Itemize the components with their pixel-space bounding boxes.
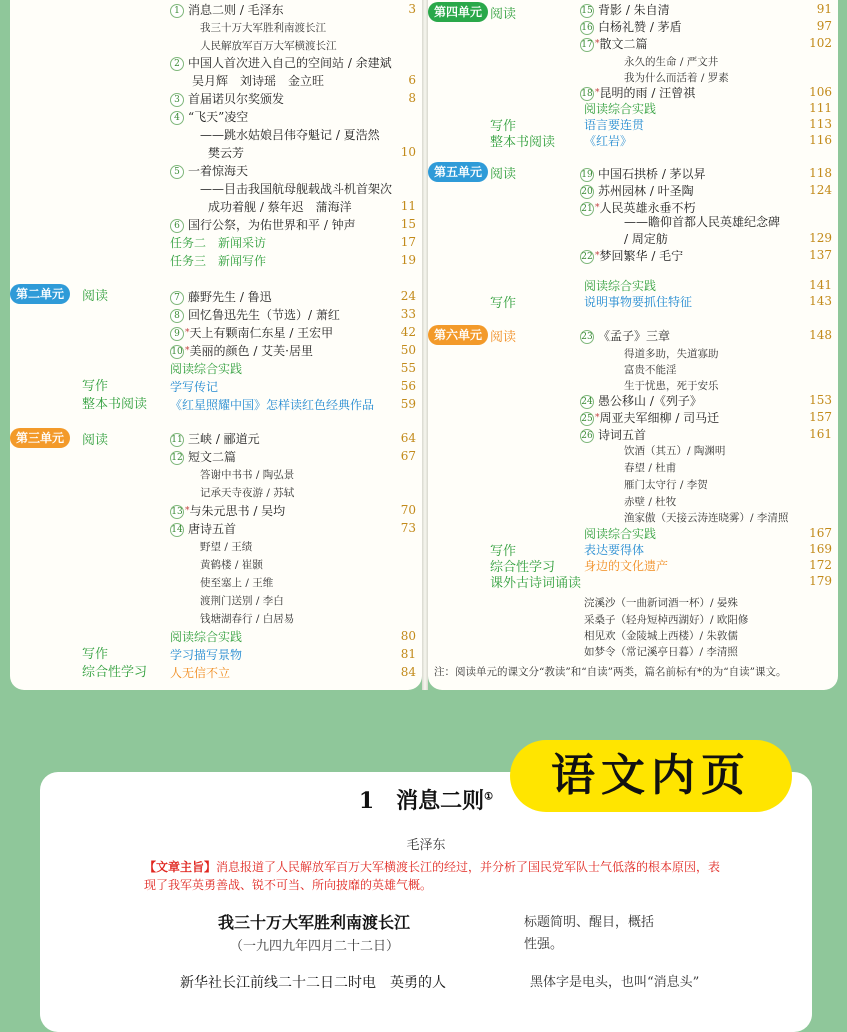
sub-entry: 富贵不能淫 [624, 364, 677, 376]
sub-entry: / 周定舫 [624, 232, 668, 246]
category-label: 综合性学习 [490, 560, 556, 575]
task-entry: 阅读综合实践 [170, 362, 243, 376]
page-number: 19 [400, 253, 416, 267]
task-entry: 《红岩》 [584, 134, 633, 148]
lesson-title: “飞天”凌空 [188, 110, 249, 124]
self-study-mark: * [595, 413, 600, 423]
page-number: 116 [809, 133, 832, 147]
lesson-number: 4 [170, 111, 184, 125]
self-study-mark: * [185, 328, 190, 338]
lesson-number: 17 [581, 39, 593, 50]
page-number: 143 [809, 294, 832, 308]
toc-entry [580, 183, 694, 199]
toc-right-page [428, 0, 838, 690]
task-entry: 阅读综合实践 [584, 279, 657, 293]
page-number: 97 [816, 19, 832, 33]
category-label: 阅读 [82, 433, 109, 448]
page-number: 64 [400, 431, 416, 445]
lesson-title: 昆明的雨 / 汪曾祺 [599, 86, 696, 100]
unit-badge: 第二单元 [10, 284, 70, 304]
lesson-title: 美丽的颜色 / 艾芙·居里 [189, 344, 313, 358]
lesson-number: 7 [170, 291, 184, 305]
sub-entry: 樊云芳 [208, 146, 245, 160]
page-number: 80 [400, 629, 416, 643]
task-entry: 任务二 新闻采访 [170, 236, 267, 250]
page-number: 124 [809, 183, 832, 197]
lesson-title: 背影 / 朱自清 [598, 3, 670, 17]
lesson-number: 14 [171, 524, 183, 535]
unit-badge: 第三单元 [10, 428, 70, 448]
task-entry: 说明事物要抓住特征 [584, 295, 693, 309]
sub-entry: 永久的生命 / 严文井 [624, 56, 719, 68]
lesson-title: 首届诺贝尔奖颁发 [188, 92, 285, 106]
lesson-number: 19 [581, 169, 593, 180]
lesson-title: 中国石拱桥 / 茅以昇 [598, 167, 706, 181]
sub-entry: 我三十万大军胜利南渡长江 [200, 22, 326, 34]
self-study-mark: * [185, 506, 190, 516]
sub-entry: 浣溪沙（一曲新词酒一杯）/ 晏殊 [584, 597, 738, 609]
margin-note-2: 黑体字是电头，也叫“消息头” [530, 975, 700, 990]
toc-entry [580, 410, 719, 426]
category-label: 综合性学习 [82, 665, 148, 680]
lesson-title: 散文二篇 [599, 37, 648, 51]
lesson-title: 短文二篇 [188, 450, 237, 464]
lesson-title: 国行公祭，为佑世界和平 / 钟声 [188, 218, 356, 232]
lesson-number: 6 [170, 219, 184, 233]
toc-entry [170, 521, 236, 537]
lesson-title: 白杨礼赞 / 茅盾 [598, 20, 682, 34]
category-label: 写作 [490, 296, 517, 311]
page-number: 84 [400, 665, 416, 679]
news-headline: 我三十万大军胜利南渡长江 [218, 913, 411, 932]
toc-entry [170, 307, 340, 323]
page-number: 118 [809, 166, 832, 180]
lesson-title: 人民英雄永垂不朽 [599, 201, 696, 215]
toc-entry [170, 343, 313, 359]
toc-entry [580, 427, 646, 443]
inner-page-banner: 语文内页 [510, 740, 792, 812]
page-number: 167 [809, 526, 832, 540]
category-label: 整本书阅读 [82, 397, 148, 412]
page-number: 70 [400, 503, 416, 517]
lesson-title: 中国人首次进入自己的空间站 / 余建斌 [188, 56, 392, 70]
toc-entry [580, 36, 648, 52]
sub-entry: 采桑子（轻舟短棹西湖好）/ 欧阳修 [584, 614, 749, 626]
task-entry: 表达要得体 [584, 543, 645, 557]
page-number: 81 [400, 647, 416, 661]
unit-badge: 第四单元 [428, 2, 488, 22]
page-number: 33 [400, 307, 416, 321]
task-entry: 阅读综合实践 [584, 527, 657, 541]
category-label: 阅读 [490, 330, 517, 345]
page-number: 15 [400, 217, 416, 231]
self-study-mark: * [595, 203, 600, 213]
lesson-number: 22 [581, 251, 593, 262]
sub-entry: ——瞻仰首都人民英雄纪念碑 [624, 215, 781, 229]
lesson-number: 25 [581, 413, 593, 424]
lesson-number: 1 [170, 4, 184, 18]
toc-entry [580, 2, 670, 18]
task-entry: 身边的文化遗产 [584, 559, 669, 573]
page-number: 141 [809, 278, 832, 292]
lesson-number: 26 [581, 430, 593, 441]
page-number: 42 [400, 325, 416, 339]
toc-left-page [10, 0, 422, 690]
lesson-number: 13 [171, 506, 183, 517]
toc-entry [580, 166, 706, 182]
lesson-number: 12 [171, 452, 183, 463]
sub-entry: 答谢中书书 / 陶弘景 [200, 469, 295, 481]
page-number: 55 [400, 361, 416, 375]
toc-entry [170, 2, 284, 18]
self-study-mark: * [595, 88, 600, 98]
page-number: 161 [809, 427, 832, 441]
lesson-number: 5 [170, 165, 184, 179]
toc-footnote: 注：阅读单元的课文分“教读”和“自读”两类，篇名前标有*的为“自读”课文。 [434, 666, 787, 678]
toc-entry [170, 289, 272, 305]
lesson-number: 20 [581, 186, 593, 197]
toc-entry [580, 248, 683, 264]
toc-entry [170, 163, 248, 179]
lesson-number: 2 [170, 57, 184, 71]
lesson-number: 8 [170, 309, 184, 323]
news-date: （一九四九年四月二十二日） [230, 939, 400, 954]
category-label: 写作 [82, 647, 109, 662]
toc-entry [170, 431, 260, 447]
page-number: 91 [816, 2, 832, 16]
sub-entry: 吴月辉 刘诗瑶 金立旺 [192, 74, 325, 88]
toc-entry [170, 91, 284, 107]
page-number: 179 [809, 574, 832, 588]
page-number: 10 [400, 145, 416, 159]
lesson-title: 《孟子》三章 [598, 329, 671, 343]
lesson-title: 唐诗五首 [188, 522, 237, 536]
page-number: 6 [408, 73, 416, 87]
sub-entry: 相见欢（金陵城上西楼）/ 朱敦儒 [584, 630, 738, 642]
lesson-number: 9 [170, 327, 184, 341]
page-number: 3 [408, 2, 416, 16]
sub-entry: 饮酒（其五）/ 陶渊明 [624, 445, 726, 457]
page-number: 111 [809, 101, 832, 115]
page-number: 172 [809, 558, 832, 572]
toc-entry [170, 449, 236, 465]
category-label: 写作 [82, 379, 109, 394]
task-entry: 学写传记 [170, 380, 219, 394]
sub-entry: 我为什么而活着 / 罗素 [624, 72, 729, 84]
page-number: 102 [809, 36, 832, 50]
sub-entry: 人民解放军百万大军横渡长江 [200, 40, 337, 52]
lesson-title: 天上有颗南仁东星 / 王宏甲 [189, 326, 334, 340]
sub-entry: ——目击我国航母舰载战斗机首架次 [200, 182, 393, 196]
lesson-title: 1 消息二则① [358, 788, 494, 814]
category-label: 课外古诗词诵读 [490, 576, 582, 591]
lesson-number: 16 [581, 22, 593, 33]
category-label: 阅读 [82, 289, 109, 304]
lesson-title: 回忆鲁迅先生（节选）/ 萧红 [188, 308, 340, 322]
page-number: 67 [400, 449, 416, 463]
sub-entry: 钱塘湖春行 / 白居易 [200, 613, 295, 625]
category-label: 阅读 [490, 167, 517, 182]
page-number: 129 [809, 231, 832, 245]
sub-entry: 雁门太守行 / 李贺 [624, 479, 708, 491]
lesson-title: 三峡 / 郦道元 [188, 432, 260, 446]
lesson-title: 藤野先生 / 鲁迅 [188, 290, 272, 304]
page-number: 8 [408, 91, 416, 105]
news-lead: 新华社长江前线二十二日二时电 英勇的人 [180, 975, 446, 991]
toc-entry [580, 85, 695, 101]
lesson-title: 苏州园林 / 叶圣陶 [598, 184, 694, 198]
sub-entry: 黄鹤楼 / 崔颢 [200, 559, 263, 571]
lesson-number: 15 [581, 5, 593, 16]
unit-badge: 第六单元 [428, 325, 488, 345]
self-study-mark: * [595, 251, 600, 261]
toc-entry [580, 328, 670, 344]
sub-entry: 春望 / 杜甫 [624, 462, 677, 474]
toc-entry [170, 55, 392, 71]
category-label: 整本书阅读 [490, 135, 556, 150]
page-number: 106 [809, 85, 832, 99]
page-number: 24 [400, 289, 416, 303]
task-entry: 学习描写景物 [170, 648, 243, 662]
toc-entry [170, 503, 285, 519]
lesson-number: 3 [170, 93, 184, 107]
lesson-number: 11 [171, 434, 183, 445]
sub-entry: 使至塞上 / 王维 [200, 577, 274, 589]
task-entry: 阅读综合实践 [170, 630, 243, 644]
sub-entry: ——跳水姑娘吕伟夺魁记 / 夏浩然 [200, 128, 380, 142]
category-label: 阅读 [490, 7, 517, 22]
page-number: 169 [809, 542, 832, 556]
lesson-title: 梦回繁华 / 毛宁 [599, 249, 684, 263]
toc-entry [580, 19, 682, 35]
page-number: 153 [809, 393, 832, 407]
sub-entry: 生于忧患，死于安乐 [624, 380, 719, 392]
page-number: 11 [400, 199, 416, 213]
page-number: 148 [809, 328, 832, 342]
page-number: 56 [400, 379, 416, 393]
lesson-number: 24 [581, 396, 593, 407]
page-number: 73 [400, 521, 416, 535]
task-entry: 语言要连贯 [584, 118, 645, 132]
lesson-title: 与朱元思书 / 吴均 [189, 504, 286, 518]
sub-entry: 渡荆门送别 / 李白 [200, 595, 284, 607]
lesson-title: 愚公移山 /《列子》 [598, 394, 702, 408]
lesson-number: 21 [581, 203, 593, 214]
page-number: 59 [400, 397, 416, 411]
sub-entry: 成功着舰 / 蔡年迟 蒲海洋 [208, 200, 352, 214]
self-study-mark: * [185, 346, 190, 356]
article-theme: 【文章主旨】消息报道了人民解放军百万大军横渡长江的经过，并分析了国民党军队士气低落的根本原因，表现了我军英勇善战、锐不可当、所向披靡的英雄气概。 [144, 860, 721, 892]
sub-entry: 渔家傲（天接云涛连晓雾）/ 李清照 [624, 512, 789, 524]
sub-entry: 如梦令（常记溪亭日暮）/ 李清照 [584, 646, 738, 658]
sub-entry: 得道多助，失道寡助 [624, 348, 719, 360]
lesson-title: 周亚夫军细柳 / 司马迁 [599, 411, 720, 425]
page-number: 17 [400, 235, 416, 249]
lesson-number: 23 [581, 331, 593, 342]
task-entry: 人无信不立 [170, 666, 231, 680]
page-number: 137 [809, 248, 832, 262]
toc-entry [580, 393, 702, 409]
page-number: 113 [809, 117, 832, 131]
sub-entry: 赤壁 / 杜牧 [624, 496, 677, 508]
task-entry: 任务三 新闻写作 [170, 254, 267, 268]
task-entry: 《红星照耀中国》怎样读红色经典作品 [170, 398, 375, 412]
page-number: 50 [400, 343, 416, 357]
category-label: 写作 [490, 119, 517, 134]
page-number: 157 [809, 410, 832, 424]
toc-entry [170, 325, 333, 341]
lesson-number: 10 [171, 346, 183, 357]
category-label: 写作 [490, 544, 517, 559]
unit-badge: 第五单元 [428, 162, 488, 182]
toc-entry [170, 217, 356, 233]
lesson-title: 诗词五首 [598, 428, 647, 442]
task-entry: 阅读综合实践 [584, 102, 657, 116]
lesson-author: 毛泽东 [406, 838, 446, 853]
lesson-title: 消息二则 / 毛泽东 [188, 3, 284, 17]
sub-entry: 记承天寺夜游 / 苏轼 [200, 487, 295, 499]
lesson-title: 一着惊海天 [188, 164, 249, 178]
margin-note-1: 标题简明、醒目，概括性强。 [524, 915, 655, 952]
sub-entry: 野望 / 王绩 [200, 541, 253, 553]
toc-entry [170, 109, 248, 125]
self-study-mark: * [595, 39, 600, 49]
lesson-number: 18 [581, 88, 593, 99]
